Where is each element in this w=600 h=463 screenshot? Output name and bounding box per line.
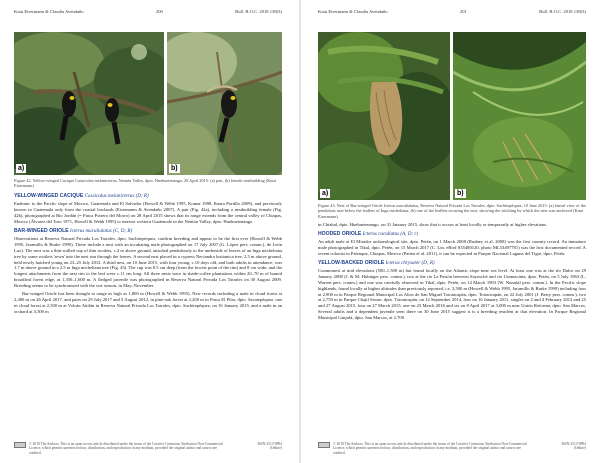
species-heading [318,261,586,267]
figure-42a-photo [14,32,164,175]
paragraph: Observations at Reserva Natural Privada Los Tarrales, dpto. Suchitepéquez, confirm breeding and appear to be the first ever (Howell & Webb 1995, Jaramillo & Burke 1999). These include a nest with an incubating male photographed on 17 July 2007 (G. López pers. comm.), de León Lux). The nest was a thin-walled cup of thin rootlets, c.2 m above ground, attached pendulously to the underside of leaves of an Inga micheliana tree by some rootlets 'sewn' into the nest rim through the leaves. A second nest placed in a cypress Nectandra lusitanica tree, 2.5 m above ground, held newly hatched young on 23–25 July 2012. A third nest, on 10 June 2015, with four young, c.10 days old, and both adults in attendance, was 1.7 m above ground in a 2.5 m Inga micheliana tree (Fig. 43). The cup was 8.5 cm deep (from the lowest point of the rim) and 8 cm wide; and the longest attachments from the nest rim to the leaf were c.11 cm long. All three nests were in shade-coffee plantations within 20–70 m of humid broadleaf forest edge, at 1,350–1,600 m. A fledged juvenile was photographed in Reserva Natural Privada Los Tarrales on 30 August 2009. Breeding seems to be synchronised with the wet season, in May–November. [14,235,282,289]
header-journal: Bull. B.O.C. 2018 138(3) [539,8,586,14]
species-name: YELLOW-WINGED CACIQUE [14,193,84,199]
issn-online: (Online) [269,446,282,451]
page-footer [14,442,282,455]
paragraph: Endemic to the Pacific slope of Mexico, Guatemala and El Salvador (Howell & Webb 1995, Komar 1998, Ibarra Portillo 2009), and previously known in Guatemala only from the coastal lowlands (Eisermann & Avendaño 2007). A pair (Fig. 42a), including a nestbuilding female (Fig. 42b), photographed at Rio Jordán (= Finca Potrero del Morro) on 28 April 2015 shows that its range extends from the central valley of Chiapas, Mexico (Álvarez del Toro 1971, Howell & Webb 1995) to interior western Guatemala in the Nentón Valley, dpto. Huehuetenango. [14,200,282,224]
species-latin: Icterus cucullatus (A, D; r) [362,230,419,237]
article-body [318,222,586,323]
species-name: BAR-WINGED ORIOLE [14,227,69,234]
paragraph: An adult male at El Mirador archaeological site, dpto. Petén, on 1 March 2008 (Rudney et al. 2008) was the first country record. An immature male photographed in Tikal, dpto. Petén, on 13 March 2017 (C. Lin, eBird S35480120, photo ML53497781) was the first documented record. A recent colonist in Palenque, Chiapas, Mexico (Patten et al. 2011), it can be expected in Parque Nacional Laguna del Tigre, dpto. Petén. [318,238,586,256]
paragraph: Commonest at mid elevations (500–1,500 m) but found locally on the Atlantic slope near sea level. At least one was at the río Dulce on 29 January 2008 (J. & M. Hubinger pers. comm.), two at the río La Pasión between Sayaxché and río Usumacinta, dpto. Petén, on 5 July 1963 (L. Warren pers. comm.) and one was carefully observed in Tikal, dpto. Petén, on 14 March 1993 (W. Nezadal pers. comm.). In the Pacific slope highlands, found locally at higher altitudes than previously reported, i.e. 2,500 m (Howell & Webb 1995, Jaramillo & Burke 1999) including four at 2,900 m in Parque Regional Municipal Los Altos de San Miguel Totonicapán, dpto. Totonicapán, on 22 July 2001 (J. Berry pers. comm.), two at 2,750 m in Parque Chajil Siwan, dpto. Totonicapán, on 12 September 2014, four on 16 January 2011, singles on 2 and 4 February 2012 and 25 and 27 August 2015, four on 27 March 2015, one on 23 March 2016 and six on 8 April 2017 at 3,000 m near Unión Reforma, dpto. San Marcos. Several adults and a dependent juvenile seen there on 30 June 2015 suggest it is a breeding resident at that elevation. In Parque Regional Municipal Canjulá, dpto. San Marcos, at 2,700 [318,267,586,321]
species-heading [318,232,586,238]
running-header [14,7,282,15]
issn-print: ISSN-2513-9894 [257,441,282,446]
figure-caption: Figure 43. Nest of Bar-winged Oriole Icterus maculialatus, Reserva Natural Privada Los Tarrales, dpto. Suchitepéquez, 10 June 2015: (a) lateral view of the pendulous nest below the leaflets of Inga micheliana; (b) one of the leaflets securing the nest, showing the stitching by which the nest was anchored (Knut Eisermann) [318,203,586,219]
license-text: © 2018 The Authors; This is an open-access article distributed under the terms of the Creative Commons Attribution Non-Commercial Licence, which permits unrestricted use, distribution, and reproduction in any medium, provided the original author and source are credited. [29,441,223,455]
figure-43a-photo [318,32,450,200]
species-name: YELLOW-BACKED ORIOLE [318,259,385,266]
cc-license-badge-icon [318,442,330,449]
issn-print: ISSN-2513-9894 [561,441,586,446]
article-body [14,190,282,317]
species-heading [14,229,282,235]
species-latin: Icterus maculialatus (C, D; R) [70,227,133,234]
paragraph: Bar-winged Oriole has been thought to range as high as 1,800 m (Howell & Webb 1995). New records including a male in cloud forest at 2,400 m on 26 April 2017, and pairs on 29 July 2017 and 5 August 2012, in pine-oak forest at 2,200 m in Finca El Pilar, dpto. Sacatepéquez, one in cloud forest at 2,500 m at Volcán Atitlán in Reserva Natural Privada Los Tarrales, dpto. Suchitepéquez, on 16 January 2015, and a male in an orchard at 3,300 m [14,291,282,315]
running-header [318,7,586,15]
header-page-number: 201 [459,8,467,14]
header-page-number: 200 [155,8,163,14]
figure-43b-photo [453,32,586,200]
header-journal: Bull. B.O.C. 2018 138(3) [235,8,282,14]
figure-42b-photo [167,32,282,175]
right-page [304,0,600,463]
figure-caption: Figure 42. Yellow-winged Cacique Cassiculus melanicterus, Nentón Valley, dpto. Huehuetenango, 28 April 2015: (a) pair, (b) female nestbuilding (Knut Eisermann) [14,178,276,189]
page-footer [318,442,586,455]
issn-online: (Online) [573,446,586,451]
page-gutter [299,0,301,463]
cc-license-badge-icon [14,442,26,449]
header-authors: Knut Eisermann & Claudia Avendaño [14,8,84,14]
header-authors: Knut Eisermann & Claudia Avendaño [318,8,388,14]
photo-label-b: b) [457,190,464,197]
photo-label-a: a) [322,190,329,197]
paragraph: in Chiabal, dpto. Huehuetenango, on 31 January 2015, show that it occurs at least locally or temporarily at higher elevations. [318,222,548,227]
species-name: HOODED ORIOLE [318,230,362,237]
left-page [0,0,296,463]
license-text: © 2018 The Authors; This is an open-access article distributed under the terms of the Creative Commons Attribution Non-Commercial Licence, which permits unrestricted use, distribution, and reproduction in any medium, provided the original author and source are credited. [333,441,527,455]
photo-label-b: b) [171,165,178,172]
species-latin: Icterus chrysater (D; R) [385,259,435,266]
species-heading [14,194,282,200]
photo-label-a: a) [18,165,25,172]
species-latin: Cassiculus melanicterus (D; R) [84,193,149,199]
